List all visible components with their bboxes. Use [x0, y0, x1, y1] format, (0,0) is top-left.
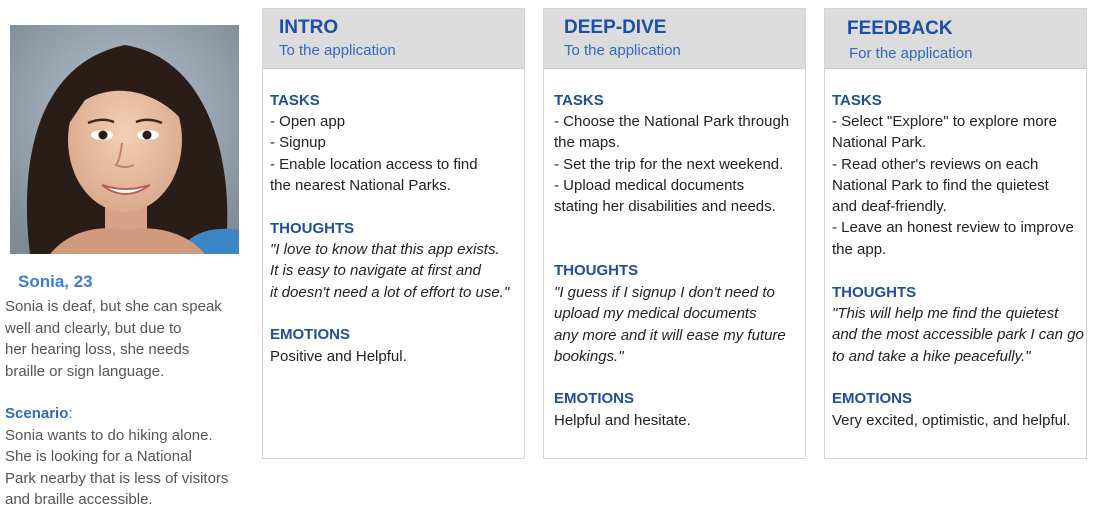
stage-subtitle: To the application — [564, 42, 681, 59]
persona-portrait-image — [10, 25, 239, 254]
emotions-label: EMOTIONS — [270, 326, 351, 343]
stage-header — [825, 9, 1086, 69]
tasks-label: TASKS — [554, 92, 604, 109]
stage-header — [544, 9, 805, 69]
scenario-colon: : — [68, 405, 73, 422]
stage-card-deep-dive — [543, 8, 806, 459]
scenario-section — [5, 403, 245, 511]
thoughts-text: "I guess if I signup I don't need to upload my medical documents any more and it will ease my future bookings." — [554, 284, 786, 365]
scenario-label: Scenario — [5, 405, 69, 422]
stage-title: FEEDBACK — [847, 18, 953, 39]
tasks-text: - Choose the National Park through the maps. - Set the trip for the next weekend. - Upload medical documents stating her disabilities and needs. — [554, 113, 790, 216]
tasks-text: - Select "Explore" to explore more National Park. - Read other's reviews on each National Park to find the quietest and deaf-friendly. - Leave an honest review to improve the app. — [832, 113, 1074, 258]
tasks-label: TASKS — [832, 92, 882, 109]
emotions-text: Positive and Helpful. — [270, 348, 407, 365]
persona-description — [5, 296, 245, 511]
thoughts-label: THOUGHTS — [270, 220, 355, 237]
emotions-label: EMOTIONS — [554, 390, 635, 407]
stage-header — [263, 9, 524, 69]
emotions-label: EMOTIONS — [832, 390, 913, 407]
scenario-text: Sonia wants to do hiking alone. She is looking for a National Park nearby that is less of visitors and braille accessible. — [5, 426, 229, 508]
stage-card-intro — [262, 8, 525, 459]
stage-subtitle: For the application — [849, 45, 973, 62]
thoughts-label: THOUGHTS — [554, 262, 639, 279]
stage-subtitle: To the application — [279, 42, 396, 59]
tasks-text: - Open app - Signup - Enable location access to find the nearest National Parks. — [270, 113, 478, 194]
stage-title: DEEP-DIVE — [564, 17, 667, 38]
tasks-label: TASKS — [270, 92, 320, 109]
stage-card-feedback — [824, 8, 1087, 459]
persona-photo — [10, 25, 239, 254]
stage-body — [825, 69, 1086, 459]
thoughts-text: "I love to know that this app exists. It is easy to navigate at first and it doesn't need a lot of effort to use." — [270, 241, 510, 301]
emotions-text: Very excited, optimistic, and helpful. — [832, 412, 1071, 429]
stage-body — [263, 69, 524, 459]
persona-bio-text: Sonia is deaf, but she can speak well and clearly, but due to her hearing loss, she needs braille or sign language. — [5, 298, 222, 380]
emotions-text: Helpful and hesitate. — [554, 412, 691, 429]
thoughts-label: THOUGHTS — [832, 284, 917, 301]
stage-body — [544, 69, 805, 459]
stage-title: INTRO — [279, 17, 339, 38]
persona-name: Sonia, 23 — [18, 272, 93, 291]
thoughts-text: "This will help me find the quietest and the most accessible park I can go to and take a hike peacefully." — [832, 305, 1084, 365]
